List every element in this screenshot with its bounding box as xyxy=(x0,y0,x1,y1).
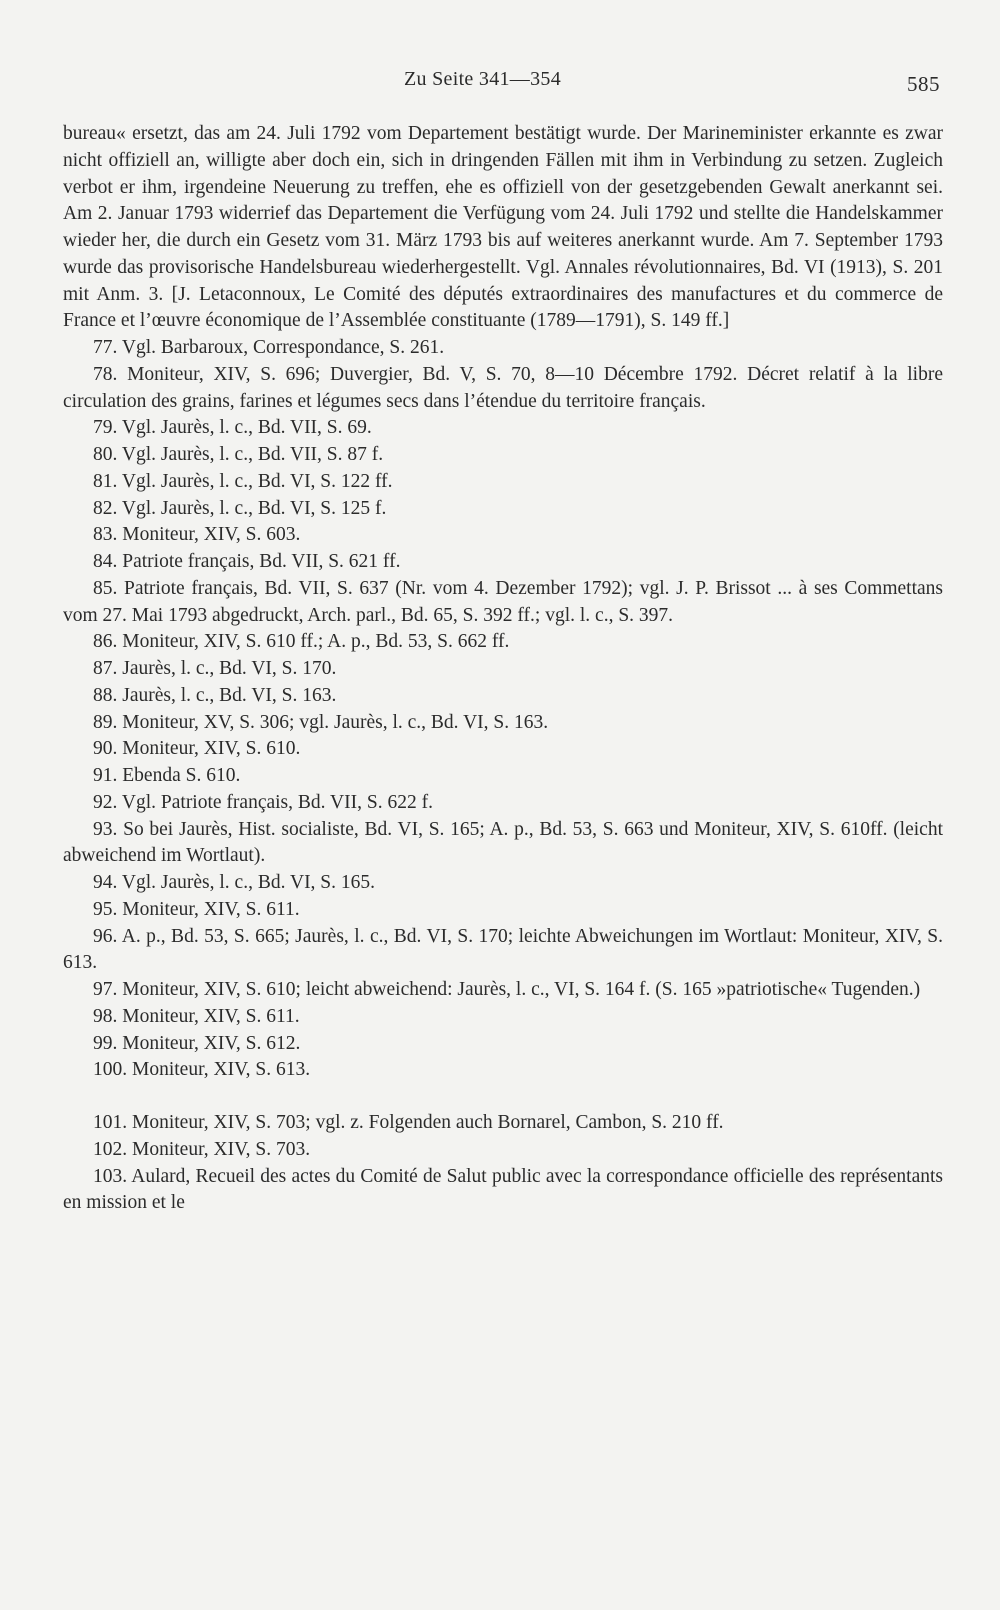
footnotes-body xyxy=(63,121,943,1217)
note-86: 86. Moniteur, XIV, S. 610 ff.; A. p., Bd. 53, S. 662 ff. xyxy=(93,631,510,653)
note-80: 80. Vgl. Jaurès, l. c., Bd. VII, S. 87 f. xyxy=(93,444,384,465)
note-82: 82. Vgl. Jaurès, l. c., Bd. VI, S. 125 f. xyxy=(93,497,387,519)
note-91: 91. Ebenda S. 610. xyxy=(93,765,241,786)
running-head: Zu Seite 341—354 xyxy=(404,68,562,90)
note-103: 103. Aulard, Recueil des actes du Comité de Salut public avec la correspondance officielle des représentants en mission et le xyxy=(63,1165,943,1214)
note-90: 90. Moniteur, XIV, S. 610. xyxy=(93,738,301,760)
note-100: 100. Moniteur, XIV, S. 613. xyxy=(93,1059,311,1081)
note-87: 87. Jaurès, l. c., Bd. VI, S. 170. xyxy=(93,658,337,679)
note-92: 92. Vgl. Patriote français, Bd. VII, S. 622 f. xyxy=(93,791,433,813)
note-94: 94. Vgl. Jaurès, l. c., Bd. VI, S. 165. xyxy=(93,872,376,893)
note-96: 96. A. p., Bd. 53, S. 665; Jaurès, l. c., Bd. VI, S. 170; leichte Abweichungen im Wortlaut: Moniteur, XIV, S. 613. xyxy=(63,925,943,974)
note-99: 99. Moniteur, XIV, S. 612. xyxy=(93,1032,301,1054)
note-79: 79. Vgl. Jaurès, l. c., Bd. VII, S. 69. xyxy=(93,417,372,439)
note-93: 93. So bei Jaurès, Hist. socialiste, Bd. VI, S. 165; A. p., Bd. 53, S. 663 und Moniteur, XIV, S. 610ff. (leicht abweichend im Wortlaut). xyxy=(63,818,943,867)
note-89: 89. Moniteur, XV, S. 306; vgl. Jaurès, l. c., Bd. VI, S. 163. xyxy=(93,711,549,733)
note-95: 95. Moniteur, XIV, S. 611. xyxy=(93,898,300,920)
note-97: 97. Moniteur, XIV, S. 610; leicht abweichend: Jaurès, l. c., VI, S. 164 f. (S. 165 »patriotische« Tugenden.) xyxy=(93,979,921,1000)
note-83: 83. Moniteur, XIV, S. 603. xyxy=(93,524,301,546)
note-84: 84. Patriote français, Bd. VII, S. 621 ff. xyxy=(93,551,401,572)
note-101: 101. Moniteur, XIV, S. 703; vgl. z. Folgenden auch Bornarel, Cambon, S. 210 ff. xyxy=(93,1112,724,1133)
page-number: 585 xyxy=(907,72,940,96)
page-header xyxy=(0,64,1000,94)
note-88: 88. Jaurès, l. c., Bd. VI, S. 163. xyxy=(93,684,337,706)
note-85: 85. Patriote français, Bd. VII, S. 637 (Nr. vom 4. Dezember 1792); vgl. J. P. Brissot ... à ses Commettans vom 27. Mai 1793 abgedruckt, Arch. parl., Bd. 65, S. 392 ff.; vgl. l. c., S. 397. xyxy=(63,577,943,626)
note-77: 77. Vgl. Barbaroux, Correspondance, S. 261. xyxy=(93,337,445,358)
note-81: 81. Vgl. Jaurès, l. c., Bd. VI, S. 122 ff. xyxy=(93,470,393,492)
note-78: 78. Moniteur, XIV, S. 696; Duvergier, Bd. V, S. 70, 8—10 Décembre 1792. Décret relatif à la libre circulation des grains, farines et légumes secs dans l’étendue du territoire français. xyxy=(63,363,943,412)
note-102: 102. Moniteur, XIV, S. 703. xyxy=(93,1138,311,1160)
continued-note-text: bureau« ersetzt, das am 24. Juli 1792 vom Departement bestätigt wurde. Der Marineminister erkannte es zwar nicht offiziell an, willigte aber doch ein, sich in dringenden Fällen mit ihm in Verbindung zu setzen. Zugleich verbot er ihm, irgendeine Neuerung zu treffen, ehe es offiziell von der gesetzgebenden Gewalt anerkannt sei. Am 2. Januar 1793 widerrief das Departement die Verfügung vom 24. Juli 1792 und stellte die Handelskammer wieder her, die durch ein Gesetz vom 31. März 1793 bis auf weiteres anerkannt wurde. Am 7. September 1793 wurde das provisorische Handelsbureau wiederhergestellt. Vgl. Annales révolutionnaires, Bd. VI (1913), S. 201 mit Anm. 3. [J. Letaconnoux, Le Comité des députés extraordinaires des manufactures et du commerce de France et l’œuvre économique de l’Assemblée constituante (1789—1791), S. 149 ff.] xyxy=(63,123,943,332)
note-98: 98. Moniteur, XIV, S. 611. xyxy=(93,1005,300,1027)
section-gap xyxy=(63,1084,943,1110)
